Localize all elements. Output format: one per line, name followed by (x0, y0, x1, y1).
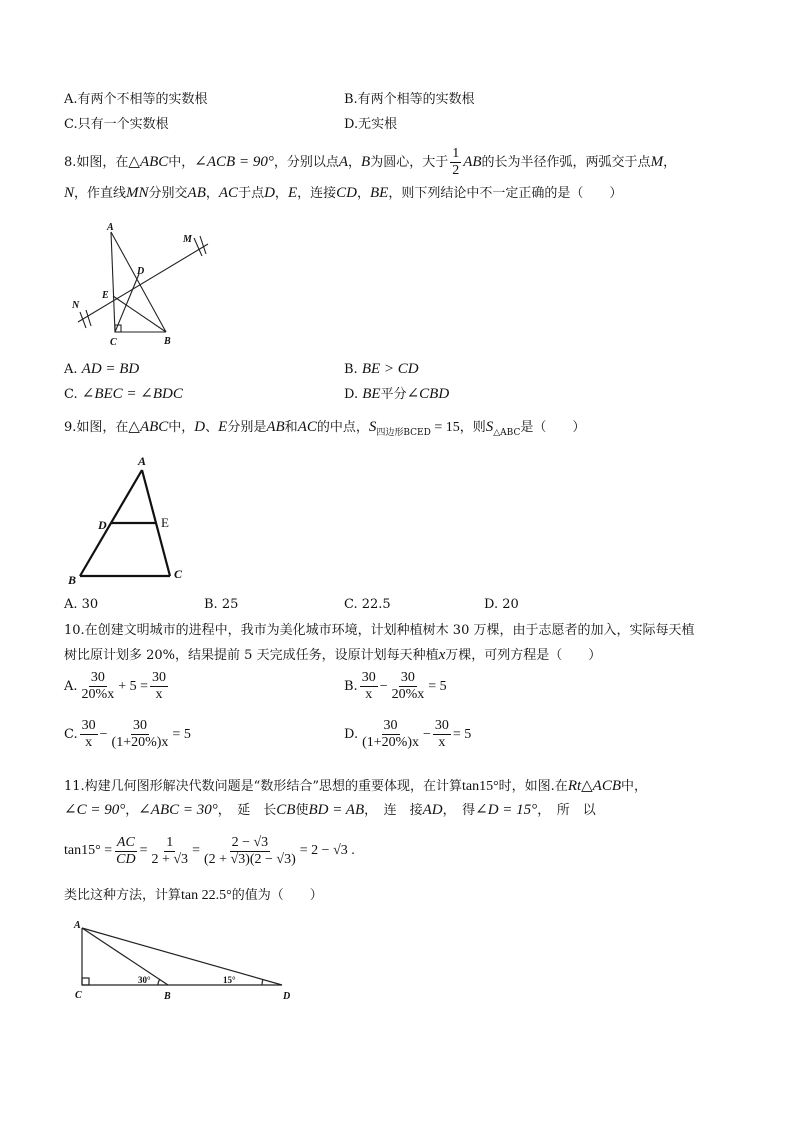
fig8-label-m: M (183, 234, 192, 245)
fig11-angle-15: 15° (223, 975, 236, 985)
q11-stem-line1: 11.构建几何图形解决代数问题是“数形结合”思想的重要体现，在计算tan15°时，如图.在Rt△ACB中， (64, 778, 648, 794)
segment-ac (111, 232, 115, 332)
fig8-label-n: N (72, 300, 80, 311)
fig9-label-b: B (68, 573, 77, 587)
q10-stem-line2: 树比原计划多 20%，结果提前 5 天完成任务，设原计划每天种植x万棵，可列方程是（ ） (64, 647, 602, 663)
q9-stem: 9.如图，在△ABC中，D、E分别是AB和AC的中点，$S_{四边形BCED} = 15$，则$S_{\triangle ABC}$是（ ） (64, 419, 586, 438)
q7-option-b: B.有两个相等的实数根 (344, 92, 475, 107)
segment-cd (115, 274, 139, 332)
q10-option-a: A. $\frac{30}{20\%x}$ + 5 = $\frac{30}{x}$ (64, 670, 166, 702)
q10-stem-line1: 10.在创建文明城市的进程中，我市为美化城市环境，计划种植树木 30 万棵，由于志愿者的加入，实际每天植 (64, 623, 695, 638)
segment-ab (82, 928, 168, 985)
fig8-label-a: A (107, 222, 114, 233)
fig9-label-d: D (98, 518, 107, 532)
right-angle-mark (82, 978, 89, 985)
q11-figure (66, 918, 306, 1004)
q11-equation: tan15° = $\frac{AC}{CD}$ = $\frac{1}{2 + √3}$ = $\frac{2 - √3}{(2 + √3)(2 - √3)}$ = 2 − √3 . (64, 834, 355, 867)
q8-option-b: B. BE > CD (344, 361, 419, 377)
fig9-label-e: E (161, 515, 169, 530)
fig9-label-a: A (138, 454, 147, 468)
fig8-label-b: B (164, 336, 171, 347)
fig11-label-b: B (164, 991, 171, 1002)
line-mn (78, 244, 208, 322)
fig8-label-d: D (137, 266, 145, 277)
arc-mark-m-2 (200, 236, 206, 254)
q9-figure (62, 450, 202, 590)
q10-option-d: D. $\frac{30}{(1+20\%)x}$ − $\frac{30}{x}$ = 5 (344, 718, 472, 750)
q7-option-a: A.有两个不相等的实数根 (64, 92, 208, 107)
q7-option-c: C.只有一个实数根 (64, 117, 169, 132)
q9-option-d: D. 20 (484, 597, 519, 612)
q11-stem-line4: 类比这种方法，计算tan 22.5°的值为（ ） (64, 888, 323, 903)
q7-option-d: D.无实根 (344, 117, 398, 132)
arc-mark-n-2 (86, 310, 91, 326)
angle-arc-30 (158, 979, 160, 985)
q9-option-a: A. 30 (64, 597, 99, 612)
fig11-label-c: C (75, 990, 82, 1001)
fig11-angle-30: 30° (138, 975, 151, 985)
q8-stem-line2: N，作直线MN分别交AB，AC于点D，E，连接CD，BE，则下列结论中不一定正确的是（ ） (64, 185, 623, 201)
q10-option-b: B. $\frac{30}{x}$ − $\frac{30}{20\%x}$ = 5 (344, 670, 447, 702)
fig8-label-c: C (110, 337, 117, 348)
q10-option-c: C. $\frac{30}{x}$ − $\frac{30}{(1+20\%)x}$ = 5 (64, 718, 191, 750)
fig11-label-d: D (283, 991, 291, 1002)
q8-option-d: D. BE平分∠CBD (344, 386, 450, 402)
fig8-label-e: E (102, 290, 109, 301)
segment-ab (111, 232, 166, 332)
q9-option-c: C. 22.5 (344, 597, 391, 612)
q8-option-a: A. AD = BD (64, 361, 140, 377)
q11-stem-line2: ∠C = 90°，∠ABC = 30°， 延 长CB使BD = AB， 连 接AD， 得∠D = 15°， 所 以 (64, 802, 596, 818)
q8-figure (60, 220, 220, 350)
arc-mark-m-1 (194, 238, 202, 256)
q9-option-b: B. 25 (204, 597, 239, 612)
q8-option-c: C. ∠BEC = ∠BDC (64, 386, 183, 402)
q8-stem-line1: 8.如图，在△ABC中，∠ACB = 90°，分别以点A，B为圆心，大于 $\frac{1}{2}$ AB的长为半径作弧，两弧交于点M， (64, 146, 677, 178)
fig11-label-a: A (74, 920, 81, 931)
half-fraction: $\frac{1}{2}$ (452, 146, 460, 178)
segment-ad (82, 928, 282, 985)
angle-arc-15 (262, 979, 263, 985)
fig9-label-c: C (174, 567, 183, 581)
